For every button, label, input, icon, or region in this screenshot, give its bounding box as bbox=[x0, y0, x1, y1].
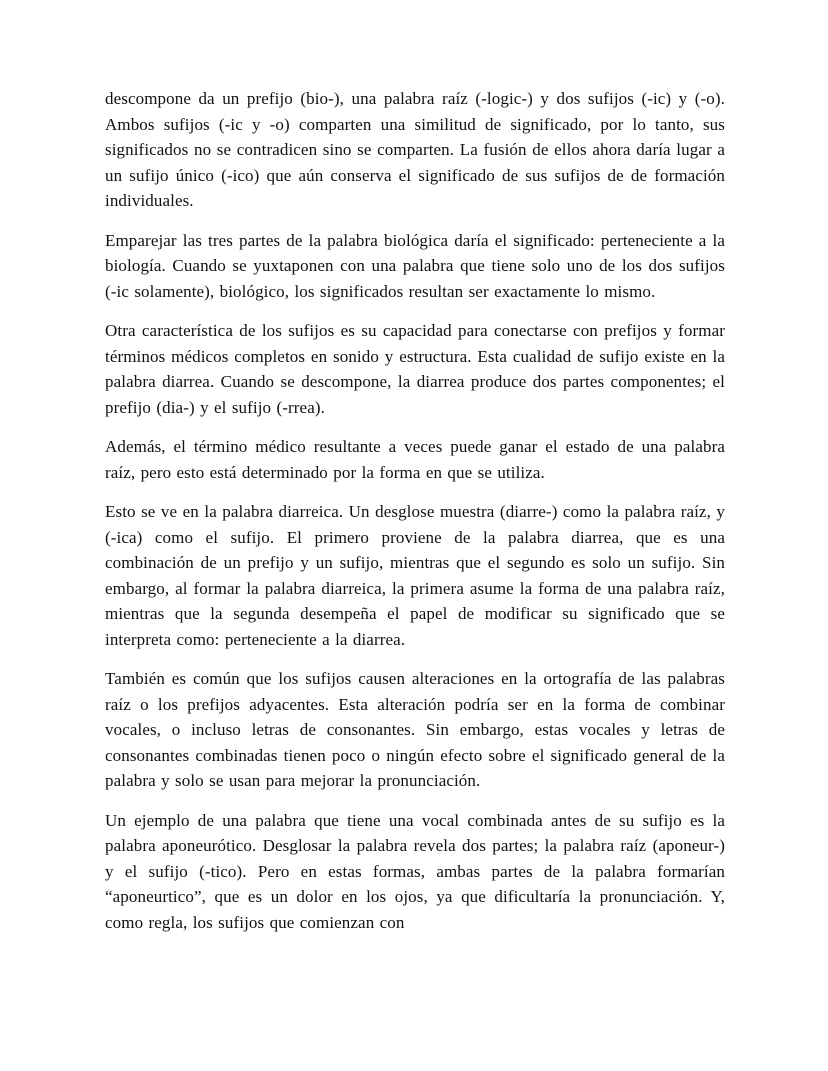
paragraph: descompone da un prefijo (bio-), una palabra raíz (-logic-) y dos sufijos (-ic) y (-o). Ambos sufijos (-ic y -o) comparten una similitud de significado, por lo tanto, sus significados no se contradicen sino se comparten. La fusión de ellos ahora daría lugar a un sufijo único (-ico) que aún conserva el significado de sus sufijos de de formación individuales. bbox=[105, 89, 725, 210]
paragraph: También es común que los sufijos causen alteraciones en la ortografía de las palabras raíz o los prefijos adyacentes. Esta alteración podría ser en la forma de combinar vocales, o incluso letras de consonantes. Sin embargo, estas vocales y letras de consonantes combinadas tienen poco o ningún efecto sobre el significado general de la palabra y solo se usan para mejorar la pronunciación. bbox=[105, 669, 725, 790]
paragraph: Esto se ve en la palabra diarreica. Un desglose muestra (diarre-) como la palabra raíz, y (-ica) como el sufijo. El primero proviene de la palabra diarrea, que es una combinación de un prefijo y un sufijo, mientras que el segundo es solo un sufijo. Sin embargo, al formar la palabra diarreica, la primera asume la forma de una palabra raíz, mientras que la segunda desempeña el papel de modificar su significado que se interpreta como: perteneciente a la diarrea. bbox=[105, 502, 725, 649]
paragraph: Un ejemplo de una palabra que tiene una vocal combinada antes de su sufijo es la palabra aponeurótico. Desglosar la palabra revela dos partes; la palabra raíz (aponeur-) y el sufijo (-tico). Pero en estas formas, ambas partes de la palabra formarían “aponeurtico”, que es un dolor en los ojos, ya que dificultaría la pronunciación. Y, como regla, los sufijos que comienzan con bbox=[105, 810, 725, 932]
paragraph: Otra característica de los sufijos es su capacidad para conectarse con prefijos y formar términos médicos completos en sonido y estructura. Esta cualidad de sufijo existe en la palabra diarrea. Cuando se descompone, la diarrea produce dos partes componentes; el prefijo (dia-) y el sufijo (-rrea). bbox=[105, 321, 725, 417]
paragraph: Además, el término médico resultante a veces puede ganar el estado de una palabra raíz, pero esto está determinado por la forma en que se utiliza. bbox=[105, 437, 725, 482]
document-text-body bbox=[105, 86, 725, 935]
paragraph: Emparejar las tres partes de la palabra biológica daría el significado: perteneciente a la biología. Cuando se yuxtaponen con una palabra que tiene solo uno de los dos sufijos (-ic solamente), biológico, los significados resultan ser exactamente lo mismo. bbox=[105, 230, 725, 301]
